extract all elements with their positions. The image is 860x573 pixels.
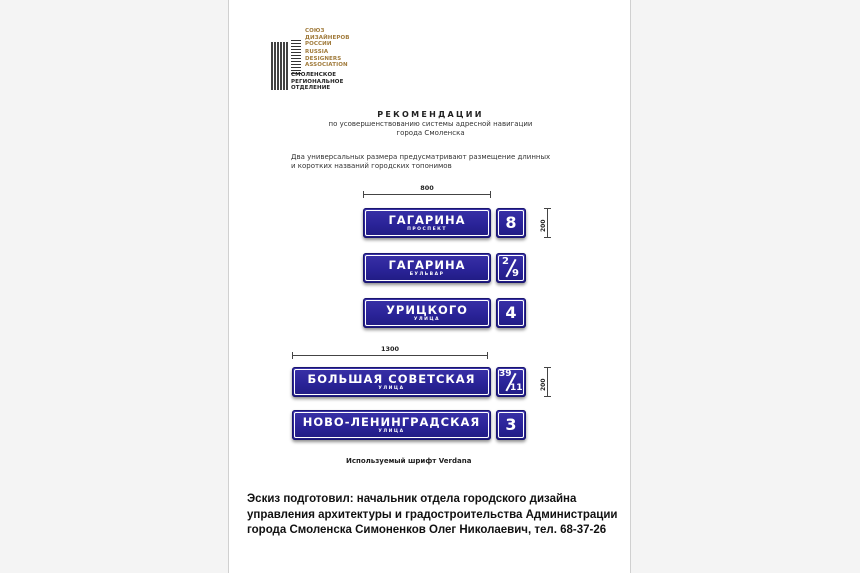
house-number: 3	[505, 415, 517, 434]
short-width-label: 800	[420, 184, 434, 192]
fraction-house-number	[496, 367, 526, 397]
long-width-label: 1300	[380, 345, 400, 353]
logo-text-line: ДИЗАЙНЕРОВ	[305, 34, 350, 41]
logo-text-line: СОЮЗ	[305, 28, 325, 34]
subtitle-line: города Смоленска	[396, 129, 465, 137]
street-name: БОЛЬШАЯ СОВЕТСКАЯ	[307, 372, 476, 386]
house-number-plate	[496, 298, 526, 328]
designers-union-logo	[271, 28, 361, 94]
street-type: УЛИЦА	[378, 386, 405, 391]
short-width-dimension-line	[363, 194, 491, 195]
logo-text-line: РОССИИ	[305, 41, 332, 47]
height-dimension-line	[547, 367, 548, 397]
house-number-plate	[496, 410, 526, 440]
footer-line: управления архитектуры и градостроительства Администрации	[247, 508, 618, 521]
street-type: УЛИЦА	[378, 429, 405, 434]
height-label: 200	[540, 219, 547, 232]
house-number-plate	[496, 367, 526, 397]
street-type: УЛИЦА	[413, 317, 441, 322]
street-sign	[292, 410, 491, 440]
street-sign	[363, 298, 491, 328]
logo-text-line: RUSSIA	[305, 49, 329, 55]
street-name: ГАГАРИНА	[388, 258, 466, 272]
house-number-part: 39	[499, 369, 512, 379]
font-note: Используемый шрифт Verdana	[346, 457, 472, 465]
logo-vertical-text-mark	[291, 38, 301, 74]
house-number-plate	[496, 253, 526, 283]
logo-text-line: РЕГИОНАЛЬНОЕ	[291, 78, 344, 85]
logo-text-line: ASSOCIATION	[305, 62, 348, 68]
document-title: РЕКОМЕНДАЦИИ	[377, 110, 484, 119]
height-dimension-line	[547, 208, 548, 238]
logo-text-line: ОТДЕЛЕНИЕ	[291, 85, 331, 91]
fraction-house-number	[496, 253, 526, 283]
house-number: 8	[505, 213, 517, 232]
street-name: ГАГАРИНА	[388, 213, 466, 227]
street-sign	[363, 208, 491, 238]
street-name: УРИЦКОГО	[386, 303, 468, 317]
street-type: ПРОСПЕКТ	[407, 227, 447, 232]
description-line: Два универсальных размера предусматривают размещение длинных	[291, 153, 551, 161]
house-number: 4	[505, 303, 517, 322]
footer-line: Эскиз подготовил: начальник отдела городского дизайна	[247, 493, 577, 505]
house-number-part: 2	[502, 256, 509, 267]
logo-text-line: DESIGNERS	[305, 55, 342, 62]
house-number-part: 9	[512, 268, 519, 279]
height-label: 200	[540, 378, 547, 391]
house-number-plate	[496, 208, 526, 238]
street-sign	[292, 367, 491, 397]
street-name: НОВО-ЛЕНИНГРАДСКАЯ	[302, 415, 481, 429]
qr-code-icon	[271, 42, 289, 90]
subtitle-line: по усовершенствованию системы адресной навигации	[328, 120, 533, 128]
author-credit	[247, 492, 637, 539]
street-sign	[363, 253, 491, 283]
long-width-dimension-line	[292, 355, 488, 356]
street-type: БУЛЬВАР	[409, 272, 445, 277]
footer-line: города Смоленска Симоненков Олег Николаевич, тел. 68-37-26	[247, 524, 607, 536]
description-line: и коротких названий городских топонимов	[291, 162, 452, 170]
logo-text-line: СМОЛЕНСКОЕ	[291, 72, 337, 78]
document-page	[228, 0, 631, 573]
house-number-part: 11	[510, 383, 523, 393]
